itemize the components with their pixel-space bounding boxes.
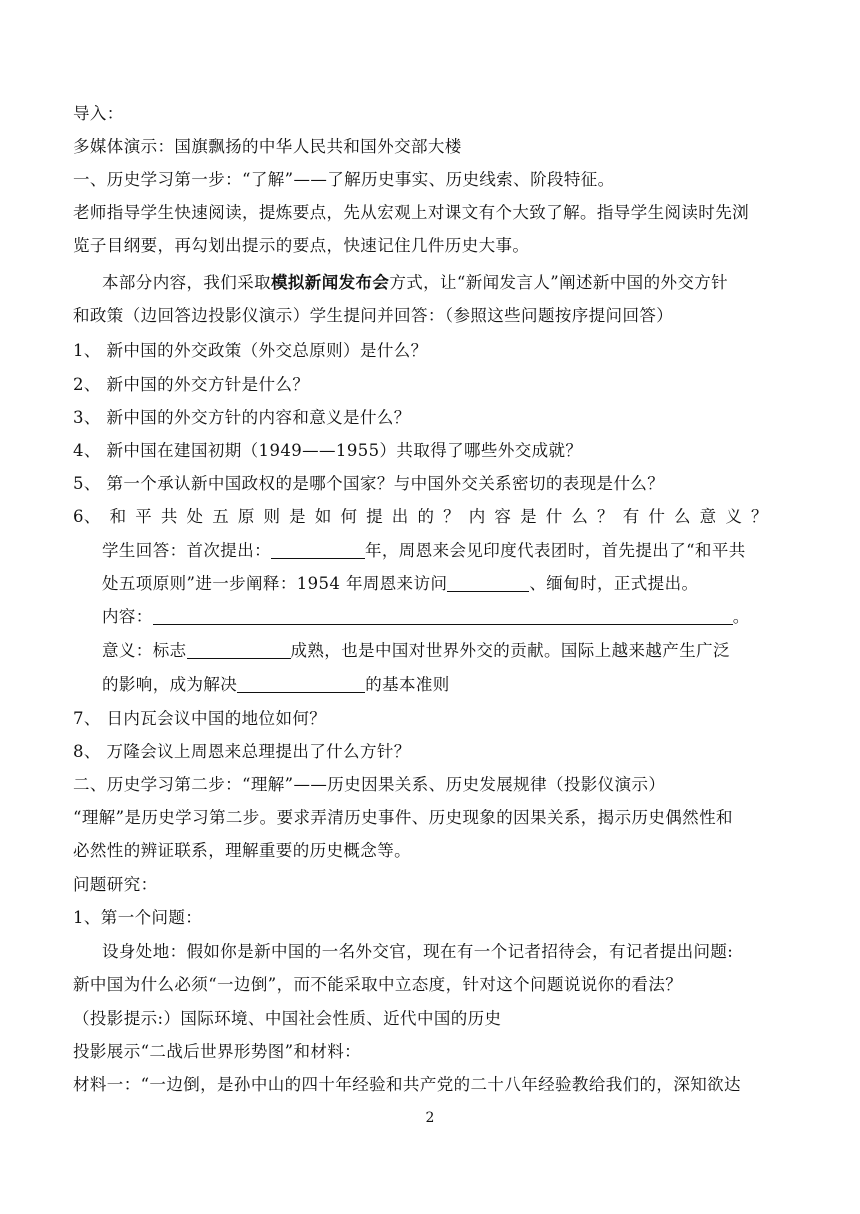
paragraph-line: 新中国为什么必须“一边倒”，而不能采取中立态度，针对这个问题说说你的看法？ xyxy=(73,975,683,994)
question-char: 何 xyxy=(340,507,358,526)
question-item: 7、 日内瓦会议中国的地位如何？ xyxy=(73,709,327,728)
answer-line xyxy=(102,634,802,667)
question-char: 原 xyxy=(237,507,255,526)
question-char: 处 xyxy=(186,507,204,526)
question-char: 义 xyxy=(725,507,743,526)
question-char: 如 xyxy=(314,507,332,526)
intro-heading: 导入： xyxy=(73,104,124,123)
text-run: 年，周恩来会见印度代表团时，首先提出了“和平共 xyxy=(365,541,746,560)
paragraph-line: “理解”是历史学习第二步。要求弄清历史事件、历史现象的因果关系，揭示历史偶然性和 xyxy=(73,808,733,827)
question-char: ？ xyxy=(443,507,460,526)
step-two-heading: 二、历史学习第二步：“理解”——历史因果关系、历史发展规律（投影仪演示） xyxy=(73,775,666,794)
fill-blank[interactable] xyxy=(271,538,365,559)
question-char: 6、 xyxy=(73,507,101,526)
answer-line xyxy=(102,668,802,701)
question-char: 什 xyxy=(545,507,563,526)
question-item: 5、 第一个承认新中国政权的是哪个国家？与中国外交关系密切的表现是什么？ xyxy=(73,474,665,493)
question-char: 什 xyxy=(648,507,666,526)
fill-blank[interactable] xyxy=(153,604,733,625)
step-one-heading: 一、历史学习第一步：“了解”——了解历史事实、历史线索、阶段特征。 xyxy=(73,170,615,189)
text-run: 意义：标志 xyxy=(102,641,187,660)
multimedia-line: 多媒体演示：国旗飘扬的中华人民共和国外交部大楼 xyxy=(73,137,462,156)
paragraph-line: 必然性的辨证联系，理解重要的历史概念等。 xyxy=(73,841,411,860)
text-run: 方式，让“新闻发言人”阐述新中国的外交方针 xyxy=(389,273,729,292)
bold-text: 模拟新闻发布会 xyxy=(271,273,390,292)
question-char: 么 xyxy=(674,507,691,526)
answer-line xyxy=(102,567,802,600)
question-char: 和 xyxy=(109,507,127,526)
question-char: ？ xyxy=(750,507,768,526)
fill-blank[interactable] xyxy=(187,638,291,659)
question-char: 么 xyxy=(571,507,589,526)
paragraph-line: 览子目纲要，再勾划出提示的要点，快速记住几件历史大事。 xyxy=(73,236,530,255)
question-char: ？ xyxy=(597,507,614,526)
text-run: 内容： xyxy=(102,607,153,626)
question-item: 2、 新中国的外交方针是什么？ xyxy=(73,375,310,394)
question-char: 是 xyxy=(289,507,307,526)
question-char: 平 xyxy=(135,507,153,526)
question-char: 出 xyxy=(391,507,409,526)
question-char: 提 xyxy=(366,507,384,526)
paragraph-line: 老师指导学生快速阅读，提炼要点，先从宏观上对课文有个大致了解。指导学生阅读时先浏 xyxy=(73,203,749,222)
question-char: 意 xyxy=(699,507,717,526)
paragraph-line: 投影展示“二战后世界形势图”和材料： xyxy=(73,1042,362,1061)
text-run: 成熟，也是中国对世界外交的贡献。国际上越来越产生广泛 xyxy=(290,641,730,660)
paragraph-line: 材料一：“一边倒，是孙中山的四十年经验和共产党的二十八年经验教给我们的，深知欲达 xyxy=(73,1075,741,1094)
paragraph-line: 设身处地：假如你是新中国的一名外交官，现在有一个记者招待会，有记者提出问题: xyxy=(102,942,734,961)
question-char: 共 xyxy=(160,507,178,526)
text-run: 处五项原则”进一步阐释：1954 年周恩来访问 xyxy=(102,574,448,593)
paragraph-line: 和政策（边回答边投影仪演示）学生提问并回答：（参照这些问题按序提问回答） xyxy=(73,306,674,325)
section-heading: 1、第一个问题： xyxy=(73,908,203,927)
text-run: 。 xyxy=(732,607,750,626)
paragraph-line: （投影提示:）国际环境、中国社会性质、近代中国的历史 xyxy=(73,1009,502,1028)
question-item: 3、 新中国的外交方针的内容和意义是什么？ xyxy=(73,408,411,427)
question-char: 有 xyxy=(622,507,640,526)
question-item: 4、 新中国在建国初期（1949——1955）共取得了哪些外交成就？ xyxy=(73,441,583,460)
question-item: 8、 万隆会议上周恩来总理提出了什么方针？ xyxy=(73,742,411,761)
question-char: 容 xyxy=(494,507,512,526)
text-run: 的影响，成为解决 xyxy=(102,675,238,694)
question-char: 内 xyxy=(468,507,486,526)
question-item: 1、 新中国的外交政策（外交总原则）是什么？ xyxy=(73,341,428,360)
text-run: 的基本准则 xyxy=(365,675,450,694)
answer-line xyxy=(102,534,802,567)
page-number: 2 xyxy=(425,1110,435,1126)
question-char: 五 xyxy=(212,507,230,526)
question-char: 是 xyxy=(520,507,537,526)
text-run: 本部分内容，我们采取 xyxy=(102,273,271,292)
answer-line xyxy=(102,600,802,633)
question-char: 则 xyxy=(263,507,281,526)
fill-blank[interactable] xyxy=(447,571,529,592)
question-item-6 xyxy=(73,500,768,533)
text-run: 学生回答：首次提出： xyxy=(102,541,271,560)
question-char: 的 xyxy=(417,507,435,526)
paragraph-line xyxy=(102,266,802,299)
section-heading: 问题研究： xyxy=(73,875,158,894)
fill-blank[interactable] xyxy=(237,672,365,693)
text-run: 、缅甸时，正式提出。 xyxy=(529,574,699,593)
